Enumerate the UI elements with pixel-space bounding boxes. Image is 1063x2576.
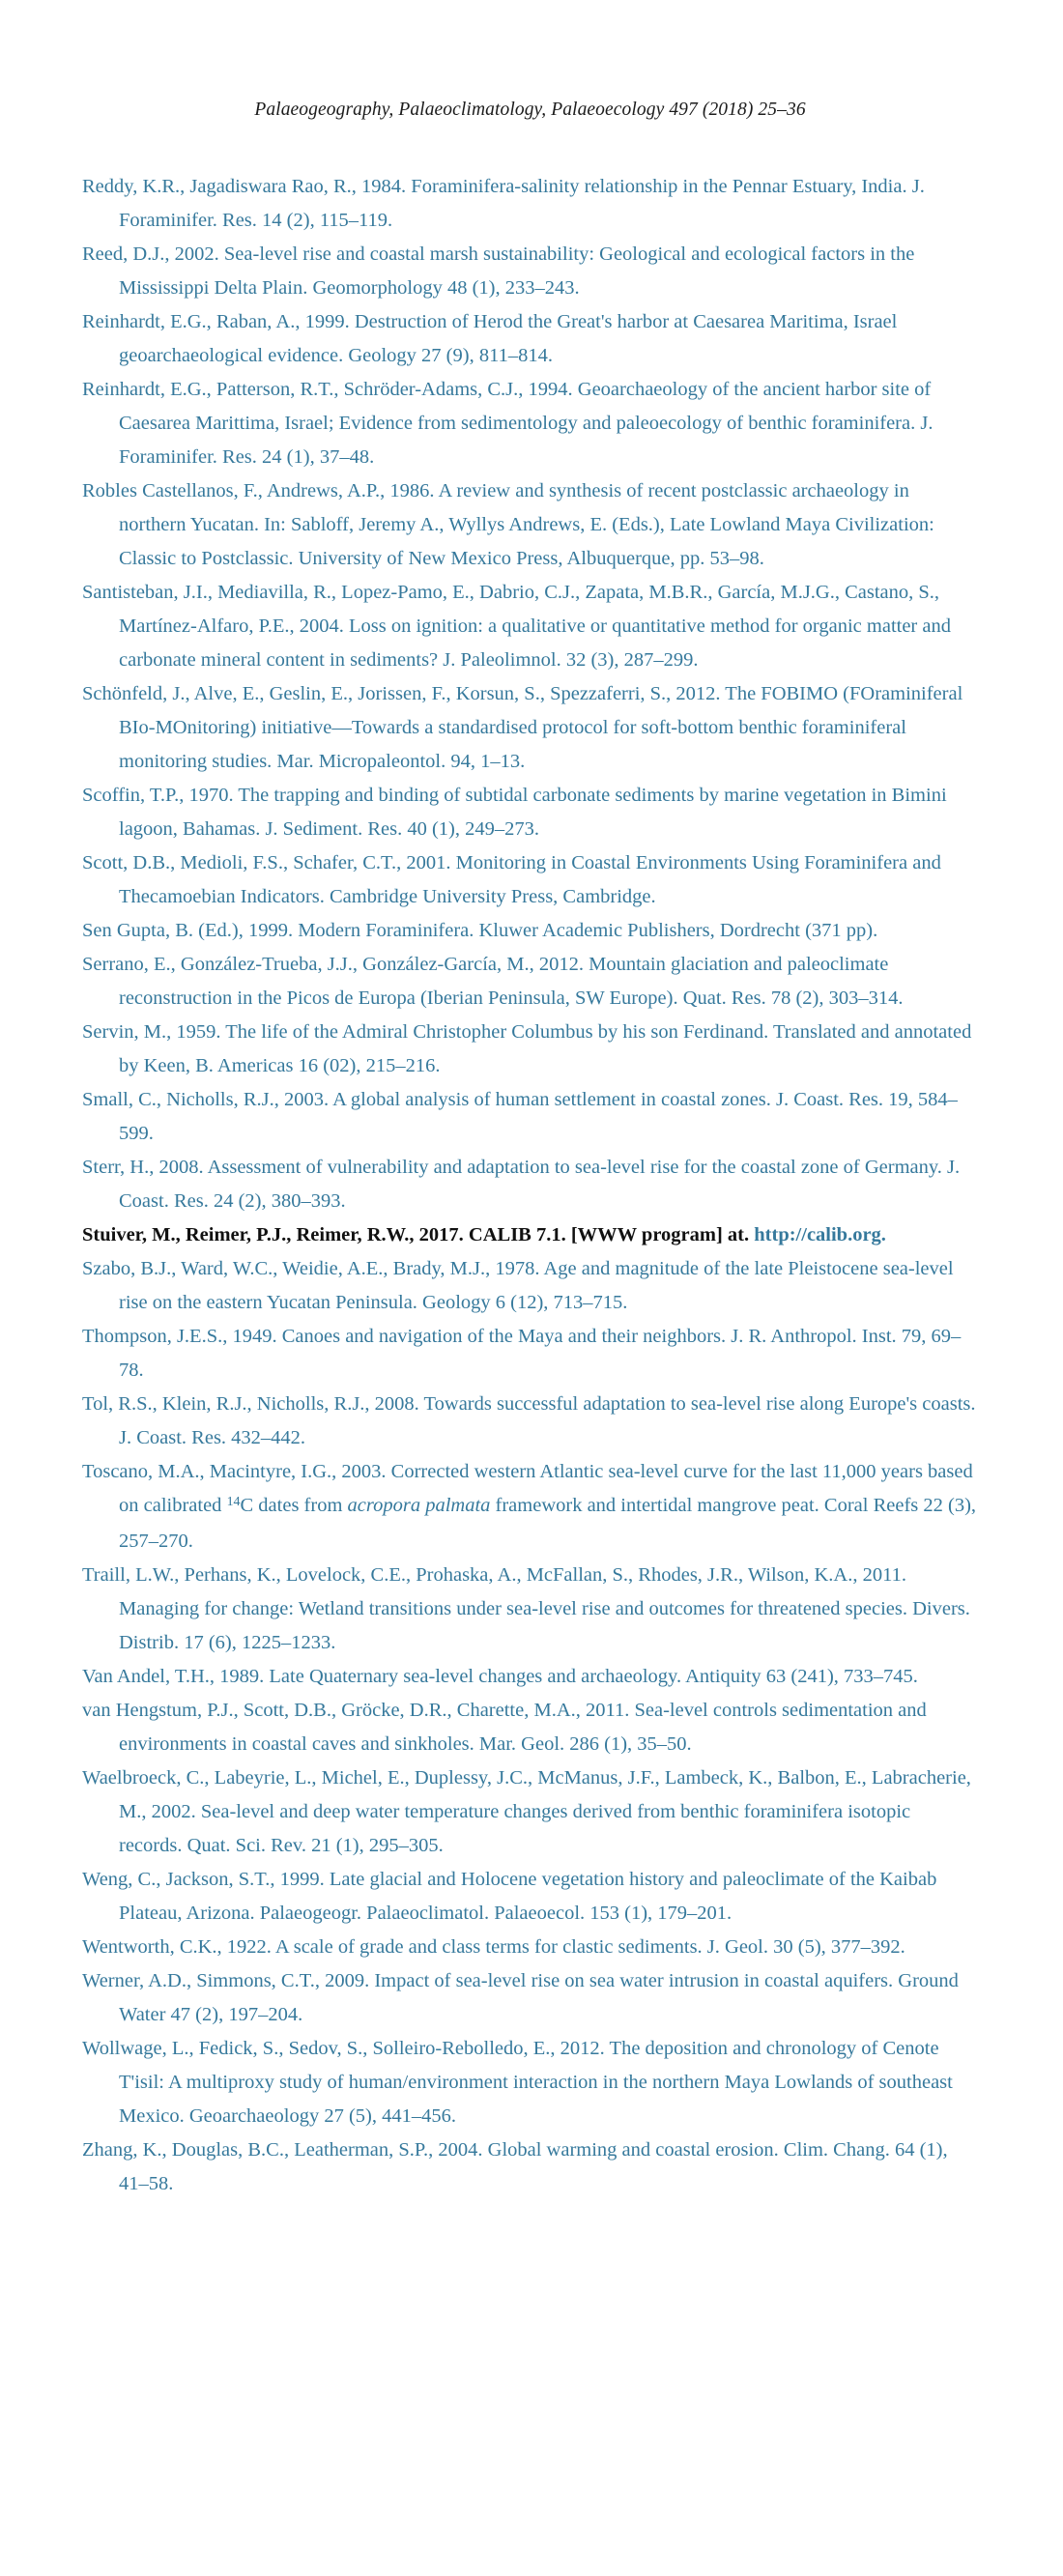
reference-text: Reinhardt, E.G., Raban, A., 1999. Destruction of Herod the Great's harbor at Caesarea Maritima, Israel geoarchaeological evidence. Geology 27 (9), 811–814. [82, 311, 898, 366]
reference-url-link[interactable]: http://calib.org. [754, 1224, 886, 1245]
reference-item[interactable] [82, 373, 978, 474]
reference-item[interactable] [82, 1455, 978, 1559]
reference-text: Weng, C., Jackson, S.T., 1999. Late glacial and Holocene vegetation history and paleoclimate of the Kaibab Plateau, Arizona. Palaeogeogr. Palaeoclimatol. Palaeoecol. 153 (1), 179–201. [82, 1869, 937, 1924]
reference-text: Serrano, E., González-Trueba, J.J., González-García, M., 2012. Mountain glaciation and paleoclimate reconstruction in the Picos de Europa (Iberian Peninsula, SW Europe). Quat. Res. 78 (2), 303–314. [82, 954, 904, 1009]
reference-item[interactable] [82, 2032, 978, 2133]
reference-item[interactable] [82, 677, 978, 779]
reference-text: Sterr, H., 2008. Assessment of vulnerability and adaptation to sea-level rise for the coastal zone of Germany. J. Coast. Res. 24 (2), 380–393. [82, 1157, 961, 1212]
reference-item[interactable] [82, 1863, 978, 1931]
reference-text: Thompson, J.E.S., 1949. Canoes and navigation of the Maya and their neighbors. J. R. Anthropol. Inst. 79, 69–78. [82, 1326, 962, 1381]
reference-text: C dates from [240, 1495, 348, 1516]
reference-item[interactable] [82, 948, 978, 1016]
reference-item[interactable] [82, 2133, 978, 2201]
reference-item[interactable] [82, 305, 978, 373]
reference-item[interactable] [82, 1559, 978, 1660]
reference-text: van Hengstum, P.J., Scott, D.B., Gröcke, D.R., Charette, M.A., 2011. Sea-level controls sedimentation and environments in coastal caves and sinkholes. Mar. Geol. 286 (1), 35–50. [82, 1700, 927, 1755]
reference-text: Servin, M., 1959. The life of the Admiral Christopher Columbus by his son Ferdinand. Translated and annotated by Keen, B. Americas 16 (02), 215–216. [82, 1021, 972, 1076]
reference-text: Stuiver, M., Reimer, P.J., Reimer, R.W., 2017. CALIB 7.1. [WWW program] at. [82, 1224, 755, 1245]
reference-text: Van Andel, T.H., 1989. Late Quaternary sea-level changes and archaeology. Antiquity 63 (241), 733–745. [82, 1666, 918, 1687]
reference-item[interactable] [82, 1931, 978, 1964]
reference-item[interactable] [82, 1761, 978, 1863]
reference-text: Schönfeld, J., Alve, E., Geslin, E., Jorissen, F., Korsun, S., Spezzaferri, S., 2012. The FOBIMO (FOraminiferal BIo-MOnitoring) initiative—Towards a standardised protocol for soft-bottom benthic foraminiferal monitoring studies. Mar. Micropaleontol. 94, 1–13. [82, 683, 963, 772]
reference-text: Wollwage, L., Fedick, S., Sedov, S., Solleiro-Rebolledo, E., 2012. The deposition and chronology of Cenote T'isil: A multiproxy study of human/environment interaction in the northern Maya Lowlands of southeast Mexico. Geoarchaeology 27 (5), 441–456. [82, 2038, 953, 2127]
reference-text: Tol, R.S., Klein, R.J., Nicholls, R.J., 2008. Towards successful adaptation to sea-level rise along Europe's coasts. J. Coast. Res. 432–442. [82, 1393, 976, 1448]
reference-text: Zhang, K., Douglas, B.C., Leatherman, S.P., 2004. Global warming and coastal erosion. Clim. Chang. 64 (1), 41–58. [82, 2139, 948, 2194]
reference-item[interactable] [82, 846, 978, 914]
reference-text: Small, C., Nicholls, R.J., 2003. A global analysis of human settlement in coastal zones. J. Coast. Res. 19, 584–599. [82, 1089, 958, 1144]
reference-text: framework and intertidal mangrove peat. Coral Reefs 22 (3), 257–270. [119, 1495, 977, 1552]
reference-item[interactable] [82, 1964, 978, 2032]
reference-text: Waelbroeck, C., Labeyrie, L., Michel, E., Duplessy, J.C., McManus, J.F., Lambeck, K., Balbon, E., Labracherie, M., 2002. Sea-level and deep water temperature changes derived from benthic foraminifera isotopic records. Quat. Sci. Rev. 21 (1), 295–305. [82, 1767, 971, 1856]
reference-item[interactable] [82, 779, 978, 846]
reference-text: Scoffin, T.P., 1970. The trapping and binding of subtidal carbonate sediments by marine vegetation in Bimini lagoon, Bahamas. J. Sediment. Res. 40 (1), 249–273. [82, 785, 947, 840]
reference-text: Werner, A.D., Simmons, C.T., 2009. Impact of sea-level rise on sea water intrusion in coastal aquifers. Ground Water 47 (2), 197–204. [82, 1970, 959, 2025]
reference-text: 14 [226, 1494, 241, 1509]
reference-item[interactable] [82, 1388, 978, 1455]
reference-item[interactable] [82, 914, 978, 948]
reference-item[interactable] [82, 170, 978, 238]
reference-item[interactable] [82, 1660, 978, 1694]
reference-item[interactable] [82, 1083, 978, 1151]
reference-text: Santisteban, J.I., Mediavilla, R., Lopez-Pamo, E., Dabrio, C.J., Zapata, M.B.R., García, M.J.G., Castano, S., Martínez-Alfaro, P.E., 2004. Loss on ignition: a qualitative or quantitative method for organic matter and carbonate mineral content in sediments? J. Paleolimnol. 32 (3), 287–299. [82, 582, 951, 671]
reference-item[interactable] [82, 474, 978, 576]
reference-item[interactable] [82, 1151, 978, 1218]
reference-item[interactable] [82, 1016, 978, 1083]
reference-item[interactable] [82, 1252, 978, 1320]
reference-text: Reed, D.J., 2002. Sea-level rise and coastal marsh sustainability: Geological and ecological factors in the Mississippi Delta Plain. Geomorphology 48 (1), 233–243. [82, 243, 915, 299]
reference-text: Reddy, K.R., Jagadiswara Rao, R., 1984. Foraminifera-salinity relationship in the Pennar Estuary, India. J. Foraminifer. Res. 14 (2), 115–119. [82, 176, 925, 231]
reference-text: Szabo, B.J., Ward, W.C., Weidie, A.E., Brady, M.J., 1978. Age and magnitude of the late Pleistocene sea-level rise on the eastern Yucatan Peninsula. Geology 6 (12), 713–715. [82, 1258, 954, 1313]
reference-text: Sen Gupta, B. (Ed.), 1999. Modern Foraminifera. Kluwer Academic Publishers, Dordrecht (371 pp). [82, 920, 878, 941]
reference-item[interactable] [82, 1694, 978, 1761]
reference-text: Toscano, M.A., Macintyre, I.G., 2003. Corrected western Atlantic sea-level curve for the last 11,000 years based on calibrated [82, 1461, 973, 1516]
journal-title-header: Palaeogeography, Palaeoclimatology, Palaeoecology 497 (2018) 25–36 [254, 100, 806, 120]
references-list [82, 170, 978, 2201]
reference-text: Robles Castellanos, F., Andrews, A.P., 1986. A review and synthesis of recent postclassic archaeology in northern Yucatan. In: Sabloff, Jeremy A., Wyllys Andrews, E. (Eds.), Late Lowland Maya Civilization: Classic to Postclassic. University of New Mexico Press, Albuquerque, pp. 53–98. [82, 480, 934, 569]
reference-text: Wentworth, C.K., 1922. A scale of grade and class terms for clastic sediments. J. Geol. 30 (5), 377–392. [82, 1936, 905, 1958]
reference-item[interactable] [82, 576, 978, 677]
reference-item[interactable] [82, 1218, 978, 1252]
reference-item[interactable] [82, 238, 978, 305]
reference-text: Traill, L.W., Perhans, K., Lovelock, C.E., Prohaska, A., McFallan, S., Rhodes, J.R., Wilson, K.A., 2011. Managing for change: Wetland transitions under sea-level rise and outcomes for threatened species. Divers. Distrib. 17 (6), 1225–1233. [82, 1564, 970, 1653]
reference-item[interactable] [82, 1320, 978, 1388]
reference-text: Scott, D.B., Medioli, F.S., Schafer, C.T., 2001. Monitoring in Coastal Environments Using Foraminifera and Thecamoebian Indicators. Cambridge University Press, Cambridge. [82, 852, 941, 907]
reference-text: Reinhardt, E.G., Patterson, R.T., Schröder-Adams, C.J., 1994. Geoarchaeology of the ancient harbor site of Caesarea Marittima, Israel; Evidence from sedimentology and paleoecology of benthic foraminifera. J. Foraminifer. Res. 24 (1), 37–48. [82, 379, 934, 468]
reference-text: acropora palmata [347, 1495, 491, 1516]
